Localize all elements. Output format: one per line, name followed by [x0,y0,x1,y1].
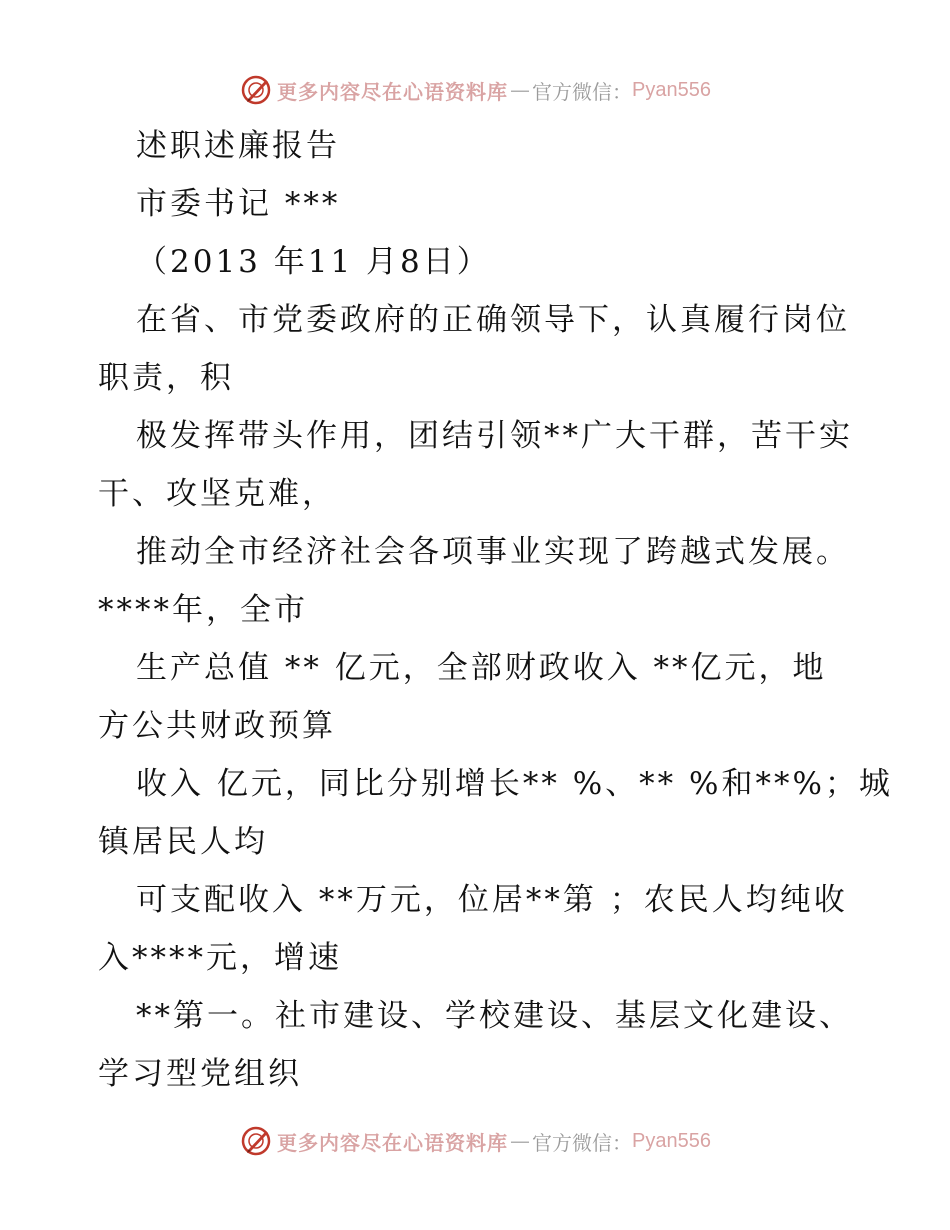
paragraph-line: 入****元，增速 [98,940,342,976]
paragraph-line: ****年，全市 [98,592,308,628]
document-title: 述职述廉报告 [136,128,340,164]
banner-separator: — [510,78,531,102]
paragraph-line: 收入 亿元，同比分别增长** %、** %和**%；城 [136,766,893,802]
wechat-id: Pyan556 [632,1129,711,1152]
header-banner[interactable] [0,70,950,110]
paragraph-line: 干、攻坚克难， [98,476,336,512]
paragraph-line: 推动全市经济社会各项事业实现了跨越式发展。 [136,534,850,570]
footer-banner[interactable] [0,1121,950,1161]
banner-separator: — [510,1129,531,1153]
paragraph-line: 在省、市党委政府的正确领导下，认真履行岗位 [136,302,850,338]
wechat-label: 官方微信： [532,1130,633,1155]
promo-text: 更多内容尽在心语资料库 [277,1130,509,1155]
promo-text: 更多内容尽在心语资料库 [277,79,509,104]
wechat-id: Pyan556 [632,78,711,101]
paragraph-line: 生产总值 ** 亿元，全部财政收入 **亿元，地 [136,650,827,686]
wechat-label: 官方微信： [532,79,633,104]
paragraph-line: 学习型党组织 [98,1056,302,1092]
paragraph-line: 方公共财政预算 [98,708,336,744]
paragraph-line: 可支配收入 **万元，位居**第 ；农民人均纯收 [136,882,848,918]
document-body [98,117,893,1103]
paragraph-line: 镇居民人均 [98,824,268,860]
paragraph-line: 职责，积 [98,360,234,396]
pen-logo-icon [239,73,273,107]
paragraph-line: **第一。社市建设、学校建设、基层文化建设、 [136,998,853,1034]
paragraph-line: 极发挥带头作用，团结引领**广大干群，苦干实 [136,418,853,454]
pen-logo-icon [239,1124,273,1158]
date-line: （2013 年11 月8日） [136,244,491,280]
author-line: 市委书记 *** [136,186,341,222]
